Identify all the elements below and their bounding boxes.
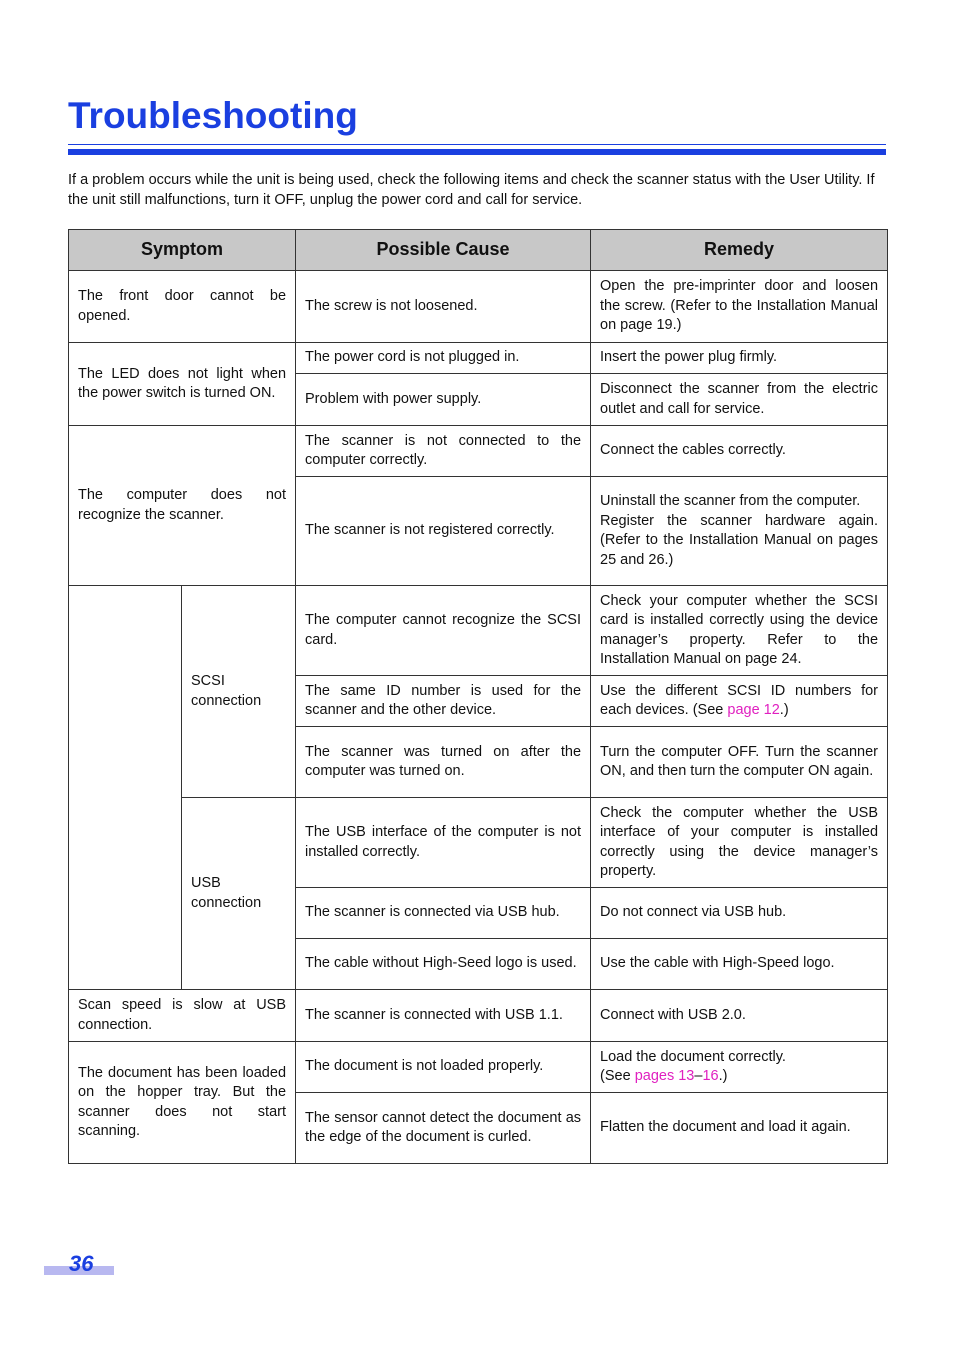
remedy-cell: Connect the cables correctly.	[591, 426, 888, 477]
cause-cell: The same ID number is used for the scanner and the other device.	[296, 676, 591, 727]
connection-type-cell: USB connection	[182, 798, 296, 990]
remedy-cell: Turn the computer OFF. Turn the scanner ON, and then turn the computer ON again.	[591, 727, 888, 798]
remedy-line: Load the document correctly.	[600, 1048, 786, 1065]
symptom-cell: The computer does not recognize the scanner.	[69, 426, 296, 586]
page-link[interactable]: pages 13	[634, 1068, 695, 1084]
table-row	[69, 343, 888, 374]
table-row	[69, 990, 888, 1042]
cause-cell: The scanner was turned on after the computer was turned on.	[296, 727, 591, 798]
remedy-cell	[591, 676, 888, 727]
cause-cell: The sensor cannot detect the document as the edge of the document is curled.	[296, 1093, 591, 1164]
remedy-cell: Connect with USB 2.0.	[591, 990, 888, 1042]
table-row	[69, 798, 888, 888]
remedy-cell: Do not connect via USB hub.	[591, 888, 888, 939]
cause-cell: Problem with power supply.	[296, 374, 591, 426]
page-link[interactable]: page 12	[727, 702, 780, 718]
remedy-text: .)	[779, 702, 789, 718]
remedy-cell: Use the cable with High-Speed logo.	[591, 939, 888, 990]
header-remedy: Remedy	[591, 230, 888, 271]
cause-cell: The computer cannot recognize the SCSI card.	[296, 586, 591, 676]
cause-cell: The scanner is connected with USB 1.1.	[296, 990, 591, 1042]
remedy-cell: Check your computer whether the SCSI card is installed correctly using the device manager’s property. Refer to the Installation Manual on page 24.	[591, 586, 888, 676]
table-row	[69, 426, 888, 477]
remedy-line: Uninstall the scanner from the computer.	[600, 493, 861, 509]
table-header-row	[69, 230, 888, 271]
remedy-line	[600, 1067, 878, 1087]
title-rule-thick	[68, 149, 886, 155]
cause-cell: The power cord is not plugged in.	[296, 343, 591, 374]
page-number: 36	[69, 1251, 94, 1276]
symptom-cell: The document has been loaded on the hopper tray. But the scanner does not start scanning.	[69, 1042, 296, 1164]
cause-cell: The screw is not loosened.	[296, 271, 591, 343]
remedy-cell	[591, 477, 888, 586]
intro-paragraph: If a problem occurs while the unit is being used, check the following items and check the scanner status with the User Utility. If the unit still malfunctions, turn it OFF, unplug the power cord and call for service.	[68, 172, 875, 208]
table-row	[69, 1042, 888, 1093]
remedy-cell: Disconnect the scanner from the electric outlet and call for service.	[591, 374, 888, 426]
title-rule-thin	[68, 144, 886, 145]
remedy-cell: Check the computer whether the USB interface of your computer is installed correctly using the device manager’s property.	[591, 798, 888, 888]
remedy-cell: Open the pre-imprinter door and loosen the screw. (Refer to the Installation Manual on page 19.)	[591, 271, 888, 343]
remedy-cell	[591, 1042, 888, 1093]
symptom-cell: Scan speed is slow at USB connection.	[69, 990, 296, 1042]
cause-cell: The scanner is connected via USB hub.	[296, 888, 591, 939]
table-row	[69, 271, 888, 343]
cause-cell: The document is not loaded properly.	[296, 1042, 591, 1093]
remedy-text: (See	[600, 1068, 635, 1084]
cause-cell: The USB interface of the computer is not installed correctly.	[296, 798, 591, 888]
cause-cell: The scanner is not registered correctly.	[296, 477, 591, 586]
troubleshooting-table	[68, 229, 888, 1164]
remedy-line: Register the scanner hardware again. (Refer to the Installation Manual on pages 25 and 26.)	[600, 512, 879, 568]
symptom-continuation-cell	[69, 586, 182, 990]
remedy-cell: Insert the power plug firmly.	[591, 343, 888, 374]
cause-cell: The scanner is not connected to the computer correctly.	[296, 426, 591, 477]
remedy-text: –	[694, 1068, 703, 1084]
header-possible-cause: Possible Cause	[296, 230, 591, 271]
page-title: Troubleshooting	[68, 95, 358, 136]
remedy-text: .)	[718, 1068, 728, 1084]
symptom-cell: The front door cannot be opened.	[69, 271, 296, 343]
table-row	[69, 586, 888, 676]
page-link[interactable]: 16	[702, 1068, 719, 1084]
connection-type-cell: SCSI connection	[182, 586, 296, 798]
remedy-text: Use the different SCSI ID numbers for each devices. (See	[600, 682, 879, 718]
remedy-cell: Flatten the document and load it again.	[591, 1093, 888, 1164]
symptom-cell: The LED does not light when the power switch is turned ON.	[69, 343, 296, 426]
header-symptom: Symptom	[69, 230, 296, 271]
cause-cell: The cable without High-Seed logo is used.	[296, 939, 591, 990]
